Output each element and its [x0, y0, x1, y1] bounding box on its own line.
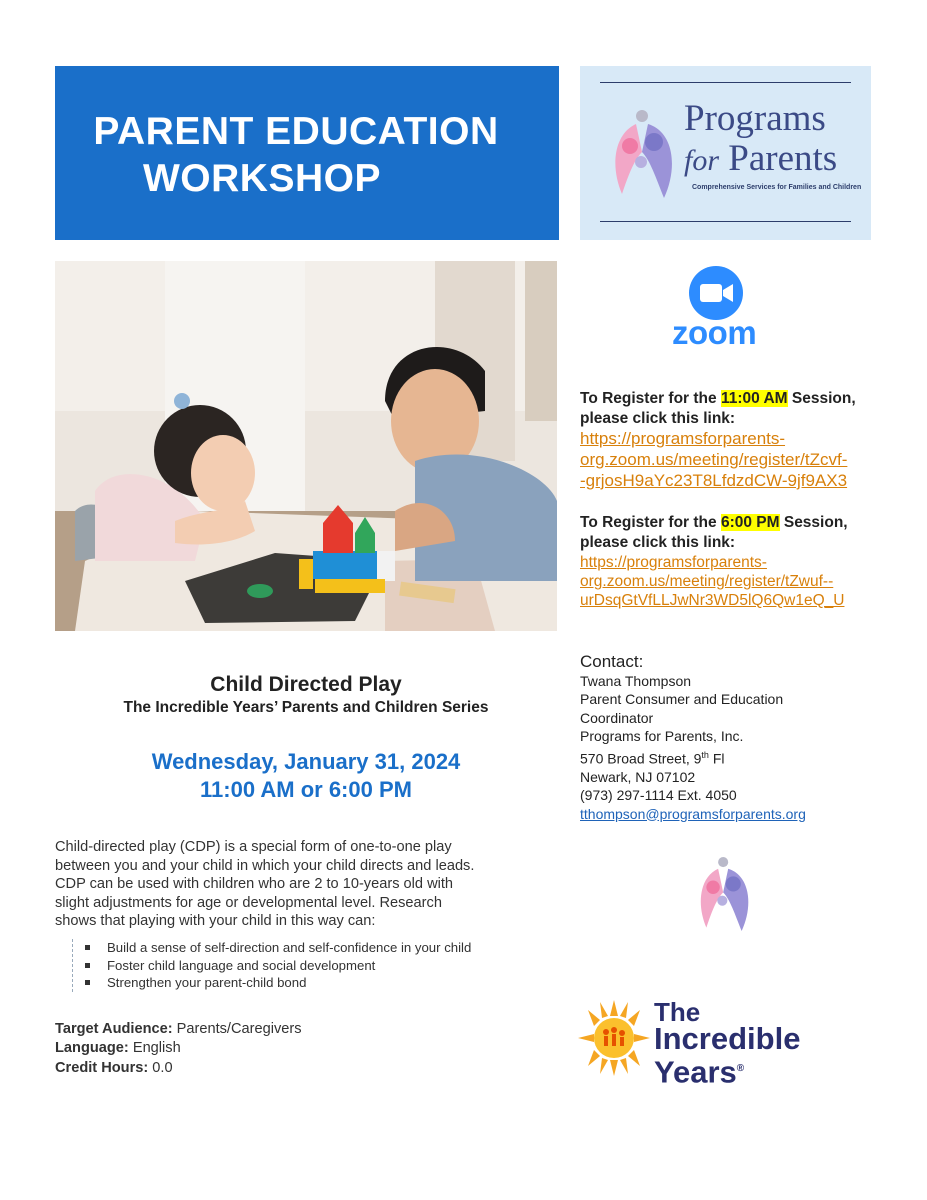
target-audience-value: Parents/Caregivers	[172, 1021, 302, 1037]
incredible-years-sun-icon	[578, 998, 650, 1078]
iy-word-years: Years	[654, 1054, 737, 1090]
register-pm-heading	[580, 513, 848, 533]
event-times: 11:00 AM or 6:00 PM	[200, 777, 412, 802]
contact-block	[580, 652, 806, 823]
contact-city: Newark, NJ 07102	[580, 768, 696, 785]
credit-hours-label: Credit Hours:	[55, 1059, 149, 1076]
register-am-link-line-1[interactable]: https://programsforparents-	[580, 429, 786, 448]
incredible-years-wordmark	[654, 997, 801, 1090]
register-am-instruction: please click this link:	[580, 410, 736, 427]
banner-line-1: PARENT EDUCATION	[93, 110, 499, 153]
logo-word-programs: Programs	[684, 98, 826, 139]
workshop-banner	[55, 66, 559, 240]
contact-name: Twana Thompson	[580, 673, 692, 689]
benefit-item: Foster child language and social development	[107, 957, 471, 975]
event-title-block	[55, 672, 557, 804]
zoom-wordmark: zoom	[672, 314, 757, 351]
contact-address-ordinal: th	[701, 749, 709, 760]
event-details	[55, 1020, 302, 1078]
register-am-link-line-2[interactable]: org.zoom.us/meeting/register/tZcvf-	[580, 450, 848, 469]
logo-word-parents: Parents	[728, 138, 838, 179]
contact-email-link[interactable]: tthompson@programsforparents.org	[580, 805, 806, 822]
contact-title-line-1: Parent Consumer and Education	[580, 691, 784, 708]
contact-title-line-2: Coordinator	[580, 709, 654, 726]
event-date: Wednesday, January 31, 2024	[151, 749, 461, 774]
event-date-block	[55, 748, 557, 804]
register-pm-link[interactable]	[580, 553, 848, 610]
credit-hours-value: 0.0	[148, 1059, 173, 1076]
register-am-heading	[580, 389, 856, 409]
iy-registered-mark: ®	[736, 1063, 745, 1074]
iy-word-the: The	[654, 997, 701, 1027]
logo-bottom-rule	[600, 221, 851, 222]
benefits-list	[72, 939, 471, 992]
contact-heading: Contact:	[580, 652, 644, 671]
register-pm-prefix: To Register for the	[580, 514, 721, 531]
contact-phone: (973) 297-1114 Ext. 4050	[580, 787, 737, 804]
banner-title	[55, 108, 559, 202]
benefit-item: Build a sense of self-direction and self-confidence in your child	[107, 940, 472, 955]
target-audience	[55, 1020, 302, 1039]
contact-address-floor: Fl	[708, 750, 725, 767]
register-pm-instruction: please click this link:	[580, 534, 736, 551]
description-line: shows that playing with your child in this way can:	[55, 913, 376, 930]
register-am-block	[580, 389, 856, 491]
register-pm-link-line-2[interactable]: org.zoom.us/meeting/register/tZwuf--	[580, 573, 834, 590]
register-pm-suffix: Session,	[779, 514, 848, 531]
contact-address-street: 570 Broad Street, 9	[580, 750, 702, 767]
register-am-link[interactable]	[580, 428, 856, 491]
programs-for-parents-logo	[580, 66, 871, 240]
event-title: Child Directed Play	[210, 673, 402, 696]
contact-address	[580, 746, 806, 768]
description-line: Child-directed play (CDP) is a special form of one-to-one play	[55, 839, 452, 855]
register-am-suffix: Session,	[787, 390, 856, 407]
event-series: The Incredible Years’ Parents and Children Series	[123, 699, 489, 716]
target-audience-label: Target Audience:	[55, 1021, 173, 1037]
zoom-camera-icon	[682, 266, 750, 320]
description	[55, 838, 555, 931]
register-am-prefix: To Register for the	[580, 390, 721, 407]
father-daughter-play-photo	[55, 261, 557, 631]
register-am-link-line-3[interactable]: -grjosH9aYc23T8LfdzdCW-9jf9AX3	[580, 471, 848, 490]
language-label: Language:	[55, 1040, 129, 1057]
register-pm-time: 6:00 PM	[720, 514, 780, 531]
logo-word-for: for	[684, 144, 720, 177]
logo-tagline: Comprehensive Services for Families and Children	[692, 184, 862, 191]
description-line: CDP can be used with children who are 2 to 10-years old with	[55, 876, 454, 893]
banner-line-2: WORKSHOP	[143, 157, 381, 200]
register-am-time: 11:00 AM	[720, 390, 788, 407]
logo-wordmark	[684, 99, 837, 181]
iy-word-incredible: Incredible	[654, 1021, 801, 1056]
benefit-item: Strengthen your parent-child bond	[107, 974, 471, 992]
credit-hours	[55, 1059, 302, 1078]
programs-for-parents-mark-icon	[688, 852, 760, 936]
register-pm-link-line-3[interactable]: urDsqGtVfLLJwNr3WD5lQ6Qw1eQ_U	[580, 592, 845, 609]
description-line: slight adjustments for age or developmental level. Research	[55, 894, 442, 911]
family-figures-icon	[608, 104, 678, 204]
register-pm-block	[580, 513, 848, 610]
description-line: between you and your child in which your child directs and leads.	[55, 857, 475, 874]
register-pm-link-line-1[interactable]: https://programsforparents-	[580, 554, 767, 571]
language	[55, 1039, 302, 1058]
contact-organization: Programs for Parents, Inc.	[580, 728, 744, 745]
language-value: English	[128, 1040, 181, 1057]
logo-top-rule	[600, 82, 851, 83]
